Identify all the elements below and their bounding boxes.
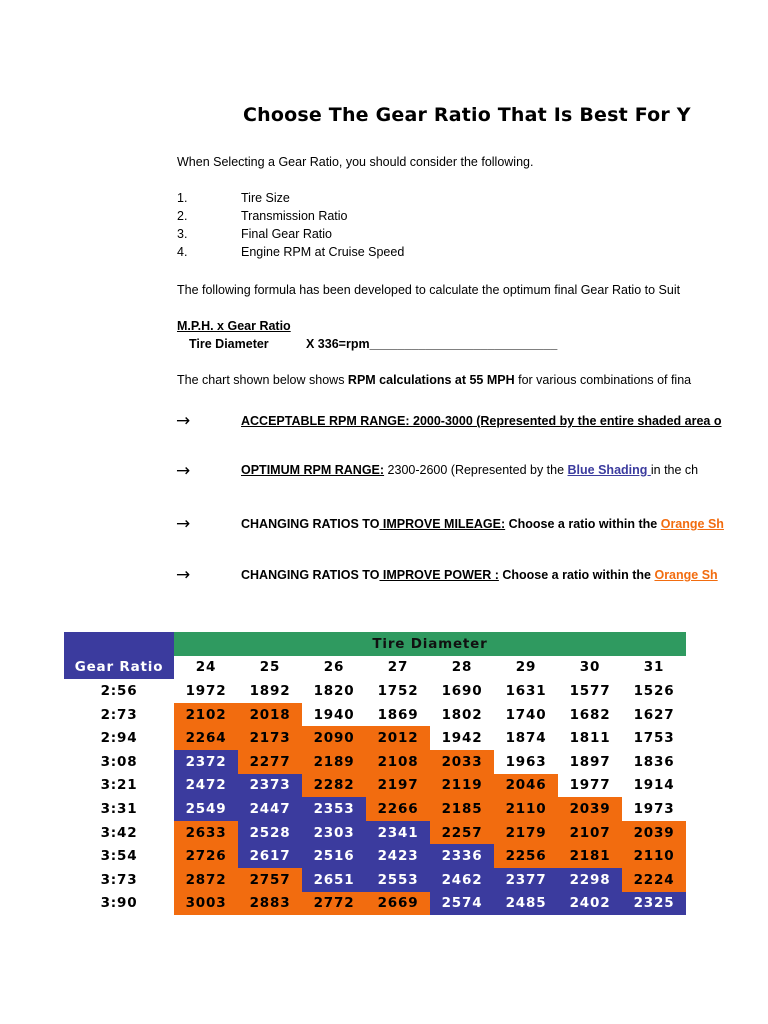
gear-ratio-cell: 2:73 <box>100 706 138 723</box>
rpm-cell: 2516 <box>302 844 366 868</box>
rpm-cell: 2447 <box>238 797 302 821</box>
rpm-cell: 1897 <box>558 750 622 774</box>
rpm-cell: 1802 <box>430 703 494 727</box>
rpm-cell: 2197 <box>366 774 430 798</box>
gear-ratio-cell: 3:08 <box>100 753 138 770</box>
rpm-cell: 2046 <box>494 774 558 798</box>
gear-ratio-cell: 3:54 <box>100 848 138 865</box>
power-text <box>241 568 718 582</box>
power-pre: CHANGING RATIOS TO <box>241 568 380 582</box>
table-row <box>64 726 686 750</box>
arrow-icon: → <box>176 411 191 431</box>
rpm-cell: 2353 <box>302 797 366 821</box>
rpm-cell: 2528 <box>238 821 302 845</box>
table-row <box>64 750 686 774</box>
table-row <box>64 821 686 845</box>
rpm-cell: 1892 <box>238 679 302 703</box>
factor-number: 1. <box>177 191 188 205</box>
rpm-cell: 1526 <box>622 679 686 703</box>
optimum-range-post: in the ch <box>650 463 699 477</box>
intro-text: When Selecting a Gear Ratio, you should consider the following. <box>177 155 534 169</box>
gear-ratio-cell: 3:42 <box>100 824 138 841</box>
rpm-cell: 1740 <box>494 703 558 727</box>
rpm-cell: 2224 <box>622 868 686 892</box>
tire-diameter-column-26: 26 <box>323 659 345 676</box>
page-title: Choose The Gear Ratio That Is Best For Y <box>243 104 691 126</box>
factor-label: Final Gear Ratio <box>241 227 333 241</box>
tire-diameter-column-30: 30 <box>579 659 601 676</box>
table-row <box>64 868 686 892</box>
rpm-cell: 2651 <box>302 868 366 892</box>
rpm-cell: 2574 <box>430 892 494 916</box>
rpm-cell: 2266 <box>366 797 430 821</box>
rpm-cell: 1942 <box>430 726 494 750</box>
factor-label: Tire Size <box>241 191 290 205</box>
rpm-cell: 2872 <box>174 868 238 892</box>
orange-shading-highlight: Orange Sh <box>654 568 718 582</box>
tire-diameter-column-27: 27 <box>387 659 409 676</box>
rpm-cell: 1963 <box>494 750 558 774</box>
rpm-cell: 2472 <box>174 774 238 798</box>
tire-diameter-column-31: 31 <box>643 659 665 676</box>
rpm-cell: 3003 <box>174 892 238 916</box>
rpm-cell: 1631 <box>494 679 558 703</box>
chart-intro-post: for various combinations of fina <box>514 373 692 387</box>
arrow-icon: → <box>176 565 191 585</box>
blue-shading-highlight: Blue Shading <box>567 463 651 477</box>
rpm-cell: 2108 <box>366 750 430 774</box>
table-row <box>64 844 686 868</box>
rpm-cell: 2189 <box>302 750 366 774</box>
rpm-cell: 1869 <box>366 703 430 727</box>
rpm-cell: 2277 <box>238 750 302 774</box>
rpm-cell: 2553 <box>366 868 430 892</box>
mileage-desc: Choose a ratio within the <box>505 517 661 531</box>
optimum-range-text <box>241 463 698 477</box>
formula-numerator: M.P.H. x Gear Ratio <box>177 319 291 333</box>
factor-number: 3. <box>177 227 188 241</box>
rpm-cell: 1627 <box>622 703 686 727</box>
rpm-cell: 1914 <box>622 774 686 798</box>
table-row <box>64 797 686 821</box>
rpm-cell: 2282 <box>302 774 366 798</box>
rpm-cell: 1874 <box>494 726 558 750</box>
gear-ratio-cell: 3:21 <box>100 777 138 794</box>
rpm-cell: 2303 <box>302 821 366 845</box>
rpm-cell: 2757 <box>238 868 302 892</box>
rpm-cell: 2772 <box>302 892 366 916</box>
gear-ratio-cell: 2:94 <box>100 730 138 747</box>
acceptable-range-text: ACCEPTABLE RPM RANGE: 2000-3000 (Represented by the entire shaded area o <box>241 414 722 428</box>
tire-diameter-column-29: 29 <box>515 659 537 676</box>
gear-ratio-cell: 3:73 <box>100 871 138 888</box>
factor-label: Engine RPM at Cruise Speed <box>241 245 405 259</box>
rpm-cell: 1940 <box>302 703 366 727</box>
rpm-cell: 2726 <box>174 844 238 868</box>
rpm-cell: 1752 <box>366 679 430 703</box>
rpm-cell: 2325 <box>622 892 686 916</box>
formula-intro: The following formula has been developed to calculate the optimum final Gear Ratio to Suit <box>177 283 681 297</box>
rpm-cell: 2181 <box>558 844 622 868</box>
rpm-cell: 2110 <box>494 797 558 821</box>
formula-denominator: Tire Diameter <box>189 337 269 351</box>
rpm-cell: 2669 <box>366 892 430 916</box>
rpm-cell: 2485 <box>494 892 558 916</box>
rpm-cell: 1690 <box>430 679 494 703</box>
table-row <box>64 703 686 727</box>
orange-shading-highlight: Orange Sh <box>660 517 724 531</box>
optimum-range-label: OPTIMUM RPM RANGE: <box>241 463 385 477</box>
gear-ratio-cell: 3:90 <box>100 895 138 912</box>
table-row <box>64 774 686 798</box>
rpm-cell: 2102 <box>174 703 238 727</box>
chart-intro-bold: RPM calculations at 55 MPH <box>347 373 515 387</box>
gear-ratio-cell: 2:56 <box>100 682 138 699</box>
table-row <box>64 892 686 916</box>
rpm-cell: 2033 <box>430 750 494 774</box>
rpm-cell: 2341 <box>366 821 430 845</box>
rpm-cell: 2377 <box>494 868 558 892</box>
tire-diameter-column-25: 25 <box>259 659 281 676</box>
gear-ratio-table <box>64 632 686 915</box>
rpm-cell: 2173 <box>238 726 302 750</box>
rpm-cell: 2039 <box>558 797 622 821</box>
rpm-cell: 2883 <box>238 892 302 916</box>
tire-diameter-column-24: 24 <box>195 659 217 676</box>
rpm-cell: 2617 <box>238 844 302 868</box>
mileage-pre: CHANGING RATIOS TO <box>241 517 380 531</box>
rpm-cell: 2423 <box>366 844 430 868</box>
rpm-cell: 2018 <box>238 703 302 727</box>
optimum-range-desc: 2300-2600 (Represented by the <box>384 463 568 477</box>
rpm-cell: 2185 <box>430 797 494 821</box>
rpm-cell: 1972 <box>174 679 238 703</box>
arrow-icon: → <box>176 514 191 534</box>
rpm-cell: 2264 <box>174 726 238 750</box>
rpm-cell: 2257 <box>430 821 494 845</box>
table-row <box>64 679 686 703</box>
rpm-cell: 2372 <box>174 750 238 774</box>
rpm-cell: 2119 <box>430 774 494 798</box>
arrow-icon: → <box>176 461 191 481</box>
chart-intro <box>177 372 691 388</box>
rpm-cell: 1577 <box>558 679 622 703</box>
rpm-cell: 1973 <box>622 797 686 821</box>
column-header-row <box>64 656 686 680</box>
rpm-cell: 2402 <box>558 892 622 916</box>
formula-multiplier: X 336=rpm___________________________ <box>306 337 558 351</box>
rpm-cell: 2110 <box>622 844 686 868</box>
rpm-cell: 1977 <box>558 774 622 798</box>
rpm-cell: 2179 <box>494 821 558 845</box>
tire-diameter-column-28: 28 <box>451 659 473 676</box>
mileage-text <box>241 517 724 531</box>
rpm-cell: 2336 <box>430 844 494 868</box>
chart-intro-pre: The chart shown below shows <box>177 373 348 387</box>
table-corner <box>64 632 174 656</box>
rpm-cell: 1811 <box>558 726 622 750</box>
rpm-cell: 2012 <box>366 726 430 750</box>
rpm-cell: 2633 <box>174 821 238 845</box>
gear-ratio-cell: 3:31 <box>100 800 138 817</box>
rpm-cell: 2039 <box>622 821 686 845</box>
tire-diameter-header: Tire Diameter <box>174 632 686 656</box>
rpm-cell: 1836 <box>622 750 686 774</box>
rpm-cell: 2256 <box>494 844 558 868</box>
factor-label: Transmission Ratio <box>241 209 348 223</box>
gear-table-body <box>64 679 686 915</box>
gear-ratio-header: Gear Ratio <box>64 656 174 680</box>
rpm-cell: 1753 <box>622 726 686 750</box>
power-label: IMPROVE POWER : <box>379 568 499 582</box>
rpm-cell: 2090 <box>302 726 366 750</box>
rpm-cell: 2549 <box>174 797 238 821</box>
rpm-cell: 2462 <box>430 868 494 892</box>
factor-number: 2. <box>177 209 188 223</box>
rpm-cell: 2298 <box>558 868 622 892</box>
power-desc: Choose a ratio within the <box>498 568 655 582</box>
rpm-cell: 1820 <box>302 679 366 703</box>
factor-number: 4. <box>177 245 188 259</box>
mileage-label: IMPROVE MILEAGE: <box>379 517 506 531</box>
rpm-cell: 1682 <box>558 703 622 727</box>
rpm-cell: 2107 <box>558 821 622 845</box>
rpm-cell: 2373 <box>238 774 302 798</box>
